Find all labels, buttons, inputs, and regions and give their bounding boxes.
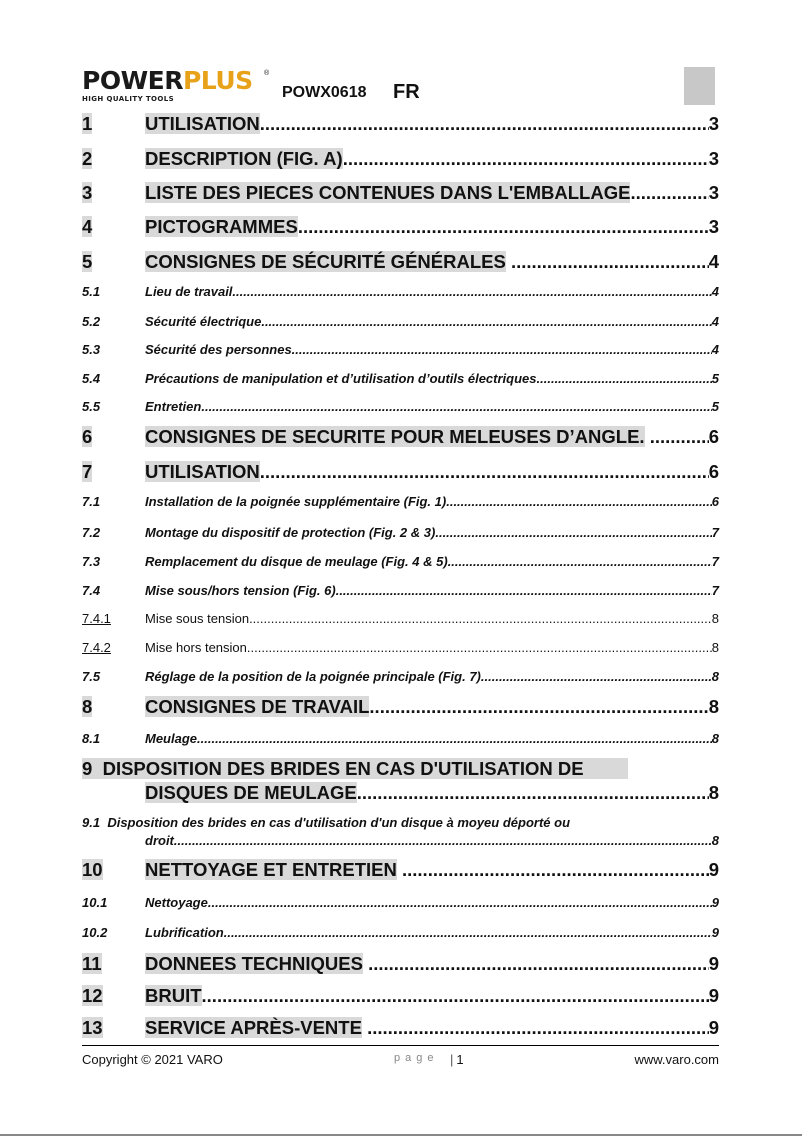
toc-number: 13 — [82, 1017, 103, 1038]
toc-title: Sécurité des personnes — [145, 342, 292, 357]
toc-entry-11[interactable] — [82, 953, 719, 975]
toc-entry-7-4[interactable] — [82, 583, 719, 598]
toc-page: 7 — [711, 583, 719, 598]
toc-entry-5-5[interactable] — [82, 399, 719, 414]
toc-number: 9 — [82, 758, 93, 779]
toc-page: 7 — [711, 554, 719, 569]
toc-title: CONSIGNES DE TRAVAIL — [145, 696, 370, 717]
toc-title: NETTOYAGE ET ENTRETIEN — [145, 859, 397, 880]
toc-entry-10-1[interactable] — [82, 895, 719, 910]
toc-number: 7.5 — [82, 669, 101, 684]
toc-page: 3 — [708, 182, 719, 203]
toc-title: LISTE DES PIECES CONTENUES DANS L'EMBALLAGE — [145, 182, 631, 203]
toc-page: 3 — [708, 148, 719, 169]
toc-title: UTILISATION — [145, 113, 260, 134]
powerplus-logo — [82, 66, 270, 103]
toc-number: 7.3 — [82, 554, 101, 569]
toc-leader — [201, 399, 711, 414]
toc-title: Meulage — [145, 731, 198, 746]
toc-entry-10[interactable] — [82, 859, 719, 881]
toc-leader — [630, 182, 708, 204]
toc-number: 1 — [82, 113, 93, 134]
toc-leader — [650, 426, 709, 448]
toc-title: DESCRIPTION (FIG. A) — [145, 148, 343, 169]
toc-page: 8 — [711, 611, 719, 626]
toc-number: 2 — [82, 148, 93, 169]
toc-number: 10.2 — [82, 925, 108, 940]
toc-number: 9.1 — [82, 815, 101, 830]
header — [82, 64, 722, 110]
toc-title: PICTOGRAMMES — [145, 216, 298, 237]
toc-number: 4 — [82, 216, 93, 237]
toc-entry-9-1-line1[interactable] — [82, 815, 570, 830]
toc-entry-5-3[interactable] — [82, 342, 719, 357]
toc-page: 8 — [711, 640, 719, 655]
toc-number: 3 — [82, 182, 93, 203]
toc-entry-1[interactable] — [82, 113, 719, 135]
toc-leader — [402, 859, 709, 881]
page-number-group — [450, 1052, 464, 1067]
toc-leader — [343, 148, 709, 170]
toc-entry-10-2[interactable] — [82, 925, 719, 940]
logo-power: POWER — [82, 66, 183, 95]
toc-title: Remplacement du disque de meulage (Fig. 4 & 5) — [145, 554, 448, 569]
toc-leader — [298, 216, 709, 238]
toc-leader — [260, 461, 709, 483]
toc-leader — [357, 782, 709, 804]
logo-registered-mark: ® — [264, 70, 270, 77]
toc-entry-7-3[interactable] — [82, 554, 719, 569]
logo-tagline: HIGH QUALITY TOOLS — [82, 95, 175, 103]
toc-number: 5 — [82, 251, 93, 272]
toc-leader — [511, 251, 709, 273]
toc-entry-9-line1[interactable] — [82, 758, 628, 780]
toc-page: 7 — [711, 525, 719, 540]
toc-number: 10.1 — [82, 895, 108, 910]
toc-title: DONNEES TECHNIQUES — [145, 953, 363, 974]
language-code: FR — [393, 81, 420, 103]
toc-title-line2: droit — [145, 833, 174, 848]
toc-page: 4 — [711, 314, 719, 329]
toc-entry-6[interactable] — [82, 426, 719, 448]
toc-title: Lieu de travail — [145, 284, 233, 299]
toc-entry-2[interactable] — [82, 148, 719, 170]
toc-leader — [369, 696, 708, 718]
toc-entry-5-4[interactable] — [82, 371, 719, 386]
copyright: Copyright © 2021 VARO — [82, 1052, 223, 1067]
toc-entry-8-1[interactable] — [82, 731, 719, 746]
toc-number: 5.2 — [82, 314, 101, 329]
toc-title: Mise hors tension — [145, 640, 247, 655]
toc-leader — [208, 895, 712, 910]
model-number: POWX0618 — [282, 84, 367, 101]
toc-title-line1: DISPOSITION DES BRIDES EN CAS D'UTILISATION DE — [102, 758, 584, 779]
toc-page: 6 — [711, 494, 719, 509]
toc-page: 9 — [711, 895, 719, 910]
toc-title: Nettoyage — [145, 895, 208, 910]
toc-title: UTILISATION — [145, 461, 260, 482]
toc-page: 8 — [711, 731, 719, 746]
toc-entry-7-4-2[interactable] — [82, 640, 719, 655]
toc-leader — [247, 640, 712, 655]
toc-leader — [232, 284, 711, 299]
language-tab-marker — [684, 67, 715, 105]
toc-leader — [292, 342, 712, 357]
toc-entry-3[interactable] — [82, 182, 719, 204]
toc-entry-5[interactable] — [82, 251, 719, 273]
toc-page: 4 — [711, 342, 719, 357]
toc-entry-9-line2[interactable] — [82, 782, 719, 804]
toc-entry-7-2[interactable] — [82, 525, 719, 540]
toc-title: CONSIGNES DE SÉCURITÉ GÉNÉRALES — [145, 251, 506, 272]
toc-number: 10 — [82, 859, 103, 880]
toc-leader — [197, 731, 712, 746]
toc-page: 6 — [708, 461, 719, 482]
toc-title-line2: DISQUES DE MEULAGE — [145, 782, 357, 803]
toc-title-line1: Disposition des brides en cas d'utilisation d'un disque à moyeu déporté ou — [107, 815, 571, 830]
toc-title: BRUIT — [145, 985, 202, 1006]
toc-page: 8 — [708, 782, 719, 803]
page-separator: | — [450, 1052, 454, 1067]
toc-number: 7.4 — [82, 583, 101, 598]
toc-number: 5.1 — [82, 284, 101, 299]
toc-number: 7 — [82, 461, 93, 482]
toc-number: 8.1 — [82, 731, 101, 746]
toc-leader — [202, 985, 709, 1007]
logo-plus: PLUS — [182, 66, 253, 95]
toc-entry-8[interactable] — [82, 696, 719, 718]
toc-page: 9 — [708, 985, 719, 1006]
toc-entry-7-5[interactable] — [82, 669, 719, 684]
toc-leader — [261, 314, 711, 329]
toc-entry-9-1-line2[interactable] — [82, 833, 719, 848]
toc-entry-7[interactable] — [82, 461, 719, 483]
toc-number: 5.3 — [82, 342, 101, 357]
toc-entry-7-4-1[interactable] — [82, 611, 719, 626]
footer — [82, 1045, 719, 1067]
toc-leader — [174, 833, 712, 848]
toc-entry-13[interactable] — [82, 1017, 719, 1039]
toc-title: Entretien — [145, 399, 202, 414]
toc-page: 8 — [711, 833, 719, 848]
toc-page: 9 — [708, 859, 719, 880]
toc-page: 3 — [708, 113, 719, 134]
toc-leader — [336, 583, 712, 598]
toc-page: 9 — [708, 1017, 719, 1038]
toc-number: 7.4.2 — [82, 640, 111, 655]
toc-title: Montage du dispositif de protection (Fig. 2 & 3) — [145, 525, 436, 540]
toc-title: CONSIGNES DE SECURITE POUR MELEUSES D’ANGLE. — [145, 426, 645, 447]
toc-page: 5 — [711, 371, 719, 386]
toc-leader — [481, 669, 712, 684]
toc-page: 5 — [711, 399, 719, 414]
toc-title: SERVICE APRÈS-VENTE — [145, 1017, 362, 1038]
toc-page: 9 — [711, 925, 719, 940]
toc-number: 7.2 — [82, 525, 101, 540]
toc-page: 8 — [708, 696, 719, 717]
toc-title: Installation de la poignée supplémentaire (Fig. 1) — [145, 494, 447, 509]
toc-page: 8 — [711, 669, 719, 684]
toc-entry-4[interactable] — [82, 216, 719, 238]
toc-title: Lubrification — [145, 925, 224, 940]
toc-leader — [367, 1017, 709, 1039]
toc-number: 8 — [82, 696, 93, 717]
toc-page: 4 — [708, 251, 719, 272]
toc-leader — [446, 494, 712, 509]
toc-leader — [260, 113, 709, 135]
toc-title: Précautions de manipulation et d’utilisation d’outils électriques — [145, 371, 537, 386]
toc-leader — [249, 611, 712, 626]
toc-leader — [537, 371, 712, 386]
toc-number: 6 — [82, 426, 93, 447]
toc-number: 7.4.1 — [82, 611, 111, 626]
page-label: page — [394, 1052, 439, 1064]
toc-number: 11 — [82, 953, 102, 974]
toc-leader — [448, 554, 712, 569]
toc-leader — [435, 525, 711, 540]
toc-page: 4 — [711, 284, 719, 299]
toc-leader — [368, 953, 709, 975]
toc-number: 5.5 — [82, 399, 101, 414]
toc-entry-5-2[interactable] — [82, 314, 719, 329]
toc-number: 7.1 — [82, 494, 101, 509]
toc-entry-5-1[interactable] — [82, 284, 719, 299]
toc-title: Réglage de la position de la poignée principale (Fig. 7) — [145, 669, 481, 684]
toc-title: Mise sous/hors tension (Fig. 6) — [145, 583, 336, 598]
toc-entry-12[interactable] — [82, 985, 719, 1007]
toc-title: Mise sous tension — [145, 611, 250, 626]
toc-entry-7-1[interactable] — [82, 494, 719, 509]
toc-title: Sécurité électrique — [145, 314, 262, 329]
website-link[interactable]: www.varo.com — [634, 1052, 719, 1067]
page-number: 1 — [456, 1052, 464, 1067]
toc-number: 5.4 — [82, 371, 101, 386]
toc-page: 9 — [708, 953, 719, 974]
toc-page: 6 — [708, 426, 719, 447]
toc-page: 3 — [708, 216, 719, 237]
toc-leader — [224, 925, 712, 940]
toc-number: 12 — [82, 985, 103, 1006]
